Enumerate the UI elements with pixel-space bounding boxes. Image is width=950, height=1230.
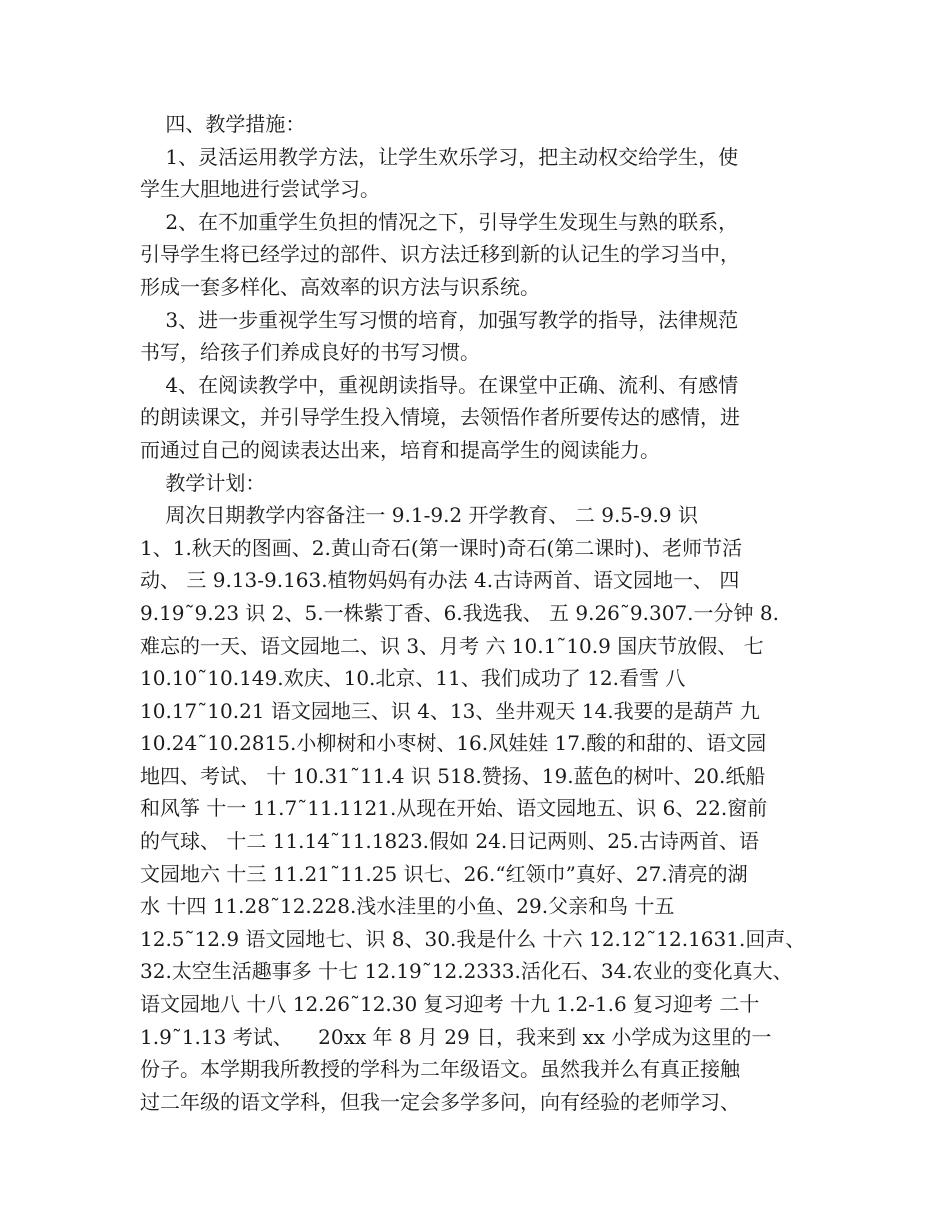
- text-line: 水 十四 11.28˜12.228.浅水洼里的小鱼、29.父亲和鸟 十五: [140, 894, 675, 919]
- text-line: 1.9˜1.13 考试、 20xx 年 8 月 29 日，我来到 xx 小学成为这里的一: [140, 1024, 772, 1049]
- text-line: 引导学生将已经学过的部件、识方法迁移到新的认记生的学习当中，: [140, 242, 740, 267]
- text-line: 3、进一步重视学生写习惯的培育，加强写教学的指导，法律规范: [140, 307, 739, 332]
- text-line: 书写，给孩子们养成良好的书写习惯。: [140, 340, 480, 365]
- text-line: 动、 三 9.13-9.163.植物妈妈有办法 4.古诗两首、语文园地一、 四: [140, 568, 740, 593]
- text-line: 2、在不加重学生负担的情况之下，引导学生发现生与熟的联系，: [140, 209, 739, 234]
- text-line: 的气球、 十二 11.14˜11.1823.假如 24.日记两则、25.古诗两首、语: [140, 829, 760, 854]
- text-line: 32.太空生活趣事多 十七 12.19˜12.2333.活化石、34.农业的变化真大、: [140, 959, 793, 984]
- text-line: 10.17˜10.21 语文园地三、识 4、13、坐井观天 14.我要的是葫芦 九: [140, 698, 760, 723]
- text-line: 10.24˜10.2815.小柳树和小枣树、16.风娃娃 17.酸的和甜的、语文园: [140, 731, 767, 756]
- document-body: [140, 108, 820, 1118]
- text-line: 的朗读课文，并引导学生投入情境，去领悟作者所要传达的感情，进: [140, 405, 740, 430]
- text-line: 份子。本学期我所教授的学科为二年级语文。虽然我并么有真正接触: [140, 1057, 740, 1082]
- text-line: 语文园地八 十八 12.26˜12.30 复习迎考 十九 1.2-1.6 复习迎考 二十: [140, 992, 760, 1017]
- text-line: 9.19˜9.23 识 2、5.一株紫丁香、6.我选我、 五 9.26˜9.307.一分钟 8.: [140, 600, 779, 625]
- text-line: 四、教学措施：: [140, 112, 306, 136]
- text-line: 而通过自己的阅读表达出来，培育和提高学生的阅读能力。: [140, 437, 660, 462]
- text-line: 教学计划：: [140, 470, 266, 495]
- text-line: 过二年级的语文学科，但我一定会多学多问，向有经验的老师学习、: [140, 1089, 740, 1114]
- text-line: 地四、考试、 十 10.31˜11.4 识 518.赞扬、19.蓝色的树叶、20.纸船: [140, 763, 766, 788]
- text-line: 文园地六 十三 11.21˜11.25 识七、26.“红领巾”真好、27.清亮的湖: [140, 861, 748, 886]
- text-line: 形成一套多样化、高效率的识方法与识系统。: [140, 274, 540, 299]
- text-line: 学生大胆地进行尝试学习。: [140, 177, 380, 202]
- text-line: 1、1.秋天的图画、2.黄山奇石(第一课时)奇石(第二课时)、老师节活: [140, 535, 743, 560]
- text-line: 1、灵活运用教学方法，让学生欢乐学习，把主动权交给学生，使: [140, 144, 739, 169]
- text-line: 12.5˜12.9 语文园地七、识 8、30.我是什么 十六 12.12˜12.1631.回声、: [140, 926, 806, 951]
- text-line: 4、在阅读教学中，重视朗读指导。在课堂中正确、流利、有感情: [140, 372, 739, 397]
- text-line: 周次日期教学内容备注一 9.1-9.2 开学教育、 二 9.5-9.9 识: [140, 503, 698, 528]
- text-line: 难忘的一天、语文园地二、识 3、月考 六 10.1˜10.9 国庆节放假、 七: [140, 633, 764, 658]
- text-line: 10.10˜10.149.欢庆、10.北京、11、我们成功了 12.看雪 八: [140, 666, 686, 691]
- text-line: 和风筝 十一 11.7˜11.1121.从现在开始、语文园地五、识 6、22.窗前: [140, 796, 768, 821]
